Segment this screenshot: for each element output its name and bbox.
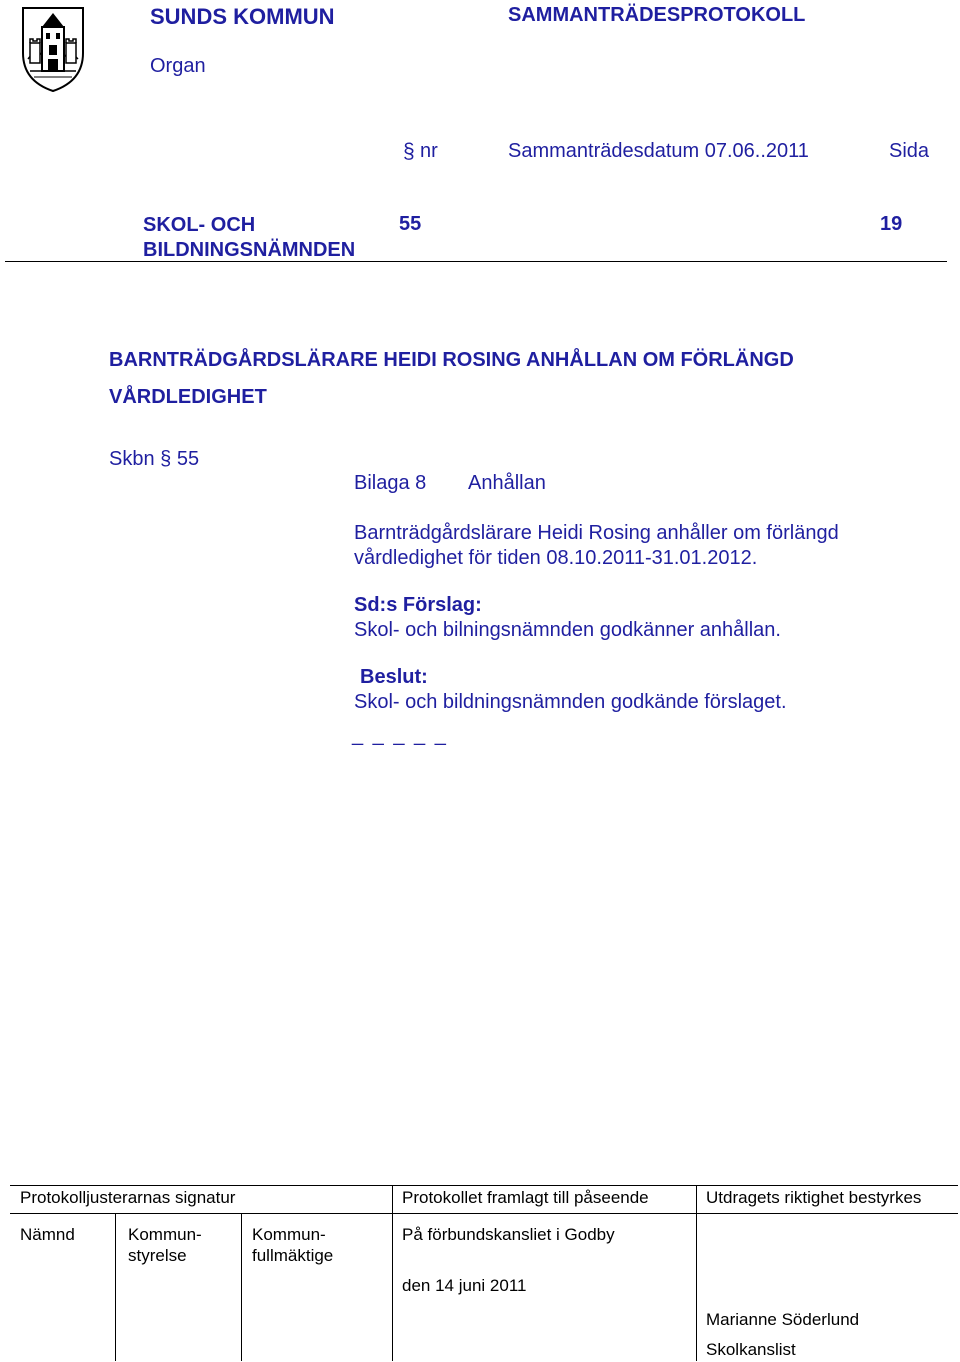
certified-header: Utdragets riktighet bestyrkes [706, 1188, 922, 1207]
document-type: SAMMANTRÄDESPROTOKOLL [508, 4, 806, 26]
case-description: Barnträdgårdslärare Heidi Rosing anhåller om förlängd vårdledighet för tiden 08.10.2011-31.01.2012. [354, 522, 839, 569]
organ-label: Organ [150, 55, 206, 77]
footer-divider-4 [696, 1185, 697, 1361]
footer-divider-1 [115, 1213, 116, 1361]
page-number: 19 [880, 213, 903, 235]
decision-heading: Beslut: [360, 666, 428, 688]
paragraph-sign: § [403, 140, 415, 163]
decision-text: Skol- och bildningsnämnden godkände förslaget. [354, 691, 787, 713]
executive-column-label-line2: styrelse [128, 1246, 187, 1265]
certifier-name: Marianne Söderlund [706, 1310, 860, 1329]
signature-footer-table [10, 1185, 958, 1361]
presented-date: den 14 juni 2011 [402, 1276, 527, 1295]
signature-header: Protokolljusterarnas signatur [20, 1188, 236, 1207]
attachment-label: Bilaga 8 [354, 472, 427, 494]
board-column-label: Nämnd [20, 1225, 75, 1244]
organ-name: SKOL- OCH BILDNINGSNÄMNDEN [143, 214, 356, 261]
presented-place: På förbundskansliet i Godby [402, 1225, 615, 1244]
municipality-name: SUNDS KOMMUN [150, 4, 335, 29]
case-reference: Skbn § 55 [109, 448, 200, 470]
paragraph-number: 55 [399, 213, 422, 235]
attachment-name: Anhållan [468, 472, 546, 494]
case-title: BARNTRÄDGÅRDSLÄRARE HEIDI ROSING ANHÅLLAN OM FÖRLÄNGD VÅRDLEDIGHET [109, 349, 794, 408]
footer-top-rule [10, 1185, 958, 1186]
nr-label: nr [420, 140, 438, 162]
header-divider [5, 261, 947, 262]
footer-divider-3 [392, 1185, 393, 1361]
proposal-heading: Sd:s Förslag: [354, 594, 482, 616]
presented-header: Protokollet framlagt till påseende [402, 1188, 649, 1207]
proposal-text: Skol- och bilningsnämnden godkänner anhållan. [354, 619, 781, 641]
page-label: Sida [889, 140, 930, 162]
council-column-label-line2: fullmäktige [252, 1246, 334, 1265]
certifier-title: Skolkanslist [706, 1340, 796, 1359]
meeting-date: Sammanträdesdatum 07.06..2011 [508, 140, 809, 162]
footer-divider-2 [241, 1213, 242, 1361]
executive-column-label-line1: Kommun- [128, 1225, 202, 1244]
end-marker: _ _ _ _ _ [352, 724, 448, 746]
municipal-logo-icon [20, 5, 86, 93]
footer-header-rule [10, 1213, 958, 1214]
council-column-label-line1: Kommun- [252, 1225, 326, 1244]
